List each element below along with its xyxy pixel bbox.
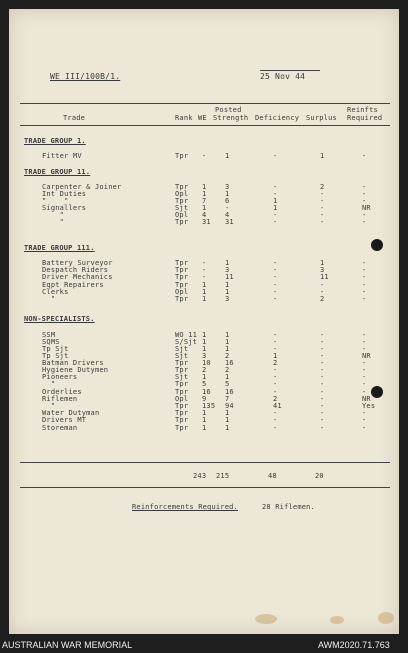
- cell-req: -: [362, 331, 367, 339]
- cell-req: -: [362, 366, 367, 374]
- document-date: 25 Nov 44: [260, 72, 306, 81]
- cell-rank: Tpr: [175, 380, 189, 388]
- col-deficiency-header: Deficiency: [255, 114, 300, 122]
- cell-rank: Sjt: [175, 345, 189, 353]
- cell-def: -: [273, 424, 278, 432]
- cell-we: 1: [202, 338, 207, 346]
- cell-req: -: [362, 183, 367, 191]
- trade-name: Despatch Riders: [42, 266, 109, 274]
- trade-name: " ": [42, 197, 69, 205]
- trade-name: Batman Drivers: [42, 359, 104, 367]
- cell-we: 1: [202, 281, 207, 289]
- col-rank-header: Rank: [175, 114, 193, 122]
- cell-we: 4: [202, 211, 207, 219]
- cell-rank: Tpr: [175, 273, 189, 281]
- cell-rank: Opl: [175, 190, 189, 198]
- cell-def: -: [273, 183, 278, 191]
- cell-sur: -: [320, 373, 325, 381]
- cell-def: -: [273, 266, 278, 274]
- cell-rank: Tpr: [175, 152, 189, 160]
- cell-req: -: [362, 416, 367, 424]
- trade-group-heading: TRADE GROUP 111.: [24, 244, 95, 252]
- cell-def: -: [273, 409, 278, 417]
- reinforcements-value: 28 Riflemen.: [262, 503, 315, 511]
- cell-req: -: [362, 409, 367, 417]
- cell-sur: -: [320, 380, 325, 388]
- trade-name: Tp Sjt: [42, 345, 69, 353]
- cell-we: 1: [202, 204, 207, 212]
- cell-str: 1: [225, 424, 230, 432]
- cell-we: 16: [202, 388, 211, 396]
- cell-def: -: [273, 345, 278, 353]
- trade-name: Drivers MT: [42, 416, 87, 424]
- cell-req: -: [362, 345, 367, 353]
- cell-def: -: [273, 218, 278, 226]
- cell-we: -: [202, 259, 207, 267]
- cell-req: -: [362, 266, 367, 274]
- cell-sur: 11: [320, 273, 329, 281]
- cell-req: -: [362, 388, 367, 396]
- total-we: 243: [193, 472, 207, 480]
- trade-name: Tp Sjt: [42, 352, 69, 360]
- cell-str: 1: [225, 416, 230, 424]
- cell-we: 1: [202, 288, 207, 296]
- cell-req: -: [362, 259, 367, 267]
- cell-req: -: [362, 373, 367, 381]
- cell-we: 1: [202, 183, 207, 191]
- cell-str: 31: [225, 218, 234, 226]
- cell-str: 11: [225, 273, 234, 281]
- col-trade-header: Trade: [63, 114, 86, 122]
- cell-req: NR: [362, 352, 371, 360]
- totals-bottom-rule: [20, 487, 390, 488]
- trade-name: Driver Mechanics: [42, 273, 113, 281]
- cell-we: 31: [202, 218, 211, 226]
- col-we-header: WE: [198, 114, 207, 122]
- cell-req: -: [362, 218, 367, 226]
- cell-we: 1: [202, 424, 207, 432]
- cell-req: -: [362, 359, 367, 367]
- cell-we: 3: [202, 352, 207, 360]
- cell-def: -: [273, 211, 278, 219]
- trade-group-heading: NON-SPECIALISTS.: [24, 315, 95, 323]
- cell-rank: Tpr: [175, 366, 189, 374]
- col-surplus-header: Surplus: [306, 114, 337, 122]
- cell-str: 1: [225, 345, 230, 353]
- cell-rank: Opl: [175, 395, 189, 403]
- cell-we: 1: [202, 345, 207, 353]
- cell-def: 1: [273, 197, 278, 205]
- cell-rank: Tpr: [175, 266, 189, 274]
- header-top-rule: [20, 103, 390, 104]
- cell-def: -: [273, 416, 278, 424]
- cell-we: -: [202, 266, 207, 274]
- cell-str: 1: [225, 190, 230, 198]
- cell-req: -: [362, 338, 367, 346]
- total-deficiency: 48: [268, 472, 277, 480]
- trade-name: Riflemen: [42, 395, 78, 403]
- cell-we: 1: [202, 295, 207, 303]
- cell-str: 3: [225, 266, 230, 274]
- cell-def: -: [273, 295, 278, 303]
- cell-def: 2: [273, 395, 278, 403]
- trade-name: Eqpt Repairers: [42, 281, 104, 289]
- cell-sur: -: [320, 402, 325, 410]
- cell-we: -: [202, 152, 207, 160]
- cell-str: 5: [225, 380, 230, 388]
- trade-group-heading: TRADE GROUP 1.: [24, 137, 86, 145]
- cell-rank: WO 11: [175, 331, 198, 339]
- cell-sur: -: [320, 190, 325, 198]
- cell-req: -: [362, 197, 367, 205]
- cell-sur: -: [320, 409, 325, 417]
- cell-we: 1: [202, 409, 207, 417]
- cell-sur: -: [320, 211, 325, 219]
- header-bottom-rule: [20, 125, 390, 126]
- cell-str: 2: [225, 352, 230, 360]
- footer-source: AUSTRALIAN WAR MEMORIAL: [2, 640, 133, 650]
- cell-sur: 1: [320, 152, 325, 160]
- trade-name: Orderlies: [42, 388, 82, 396]
- punch-hole: [371, 239, 383, 251]
- cell-sur: -: [320, 218, 325, 226]
- cell-rank: Sjt: [175, 373, 189, 381]
- trade-name: SSM: [42, 331, 56, 339]
- cell-def: -: [273, 190, 278, 198]
- cell-def: -: [273, 152, 278, 160]
- cell-rank: Sjt: [175, 204, 189, 212]
- cell-def: -: [273, 259, 278, 267]
- stain: [330, 616, 344, 624]
- cell-req: -: [362, 295, 367, 303]
- cell-str: 94: [225, 402, 234, 410]
- cell-sur: -: [320, 338, 325, 346]
- cell-str: 3: [225, 295, 230, 303]
- stain: [255, 614, 277, 624]
- trade-name: ": [42, 295, 56, 303]
- cell-we: 2: [202, 366, 207, 374]
- trade-name: ": [42, 402, 56, 410]
- cell-sur: -: [320, 359, 325, 367]
- total-surplus: 20: [315, 472, 324, 480]
- trade-name: Hygiene Dutymen: [42, 366, 109, 374]
- cell-str: 1: [225, 259, 230, 267]
- cell-req: -: [362, 380, 367, 388]
- cell-sur: -: [320, 388, 325, 396]
- cell-rank: Tpr: [175, 359, 189, 367]
- cell-we: 1: [202, 331, 207, 339]
- cell-str: 1: [225, 373, 230, 381]
- footer-accession: AWM2020.71.763: [318, 640, 390, 650]
- cell-rank: Tpr: [175, 218, 189, 226]
- cell-def: -: [273, 281, 278, 289]
- cell-def: 1: [273, 204, 278, 212]
- cell-req: NR: [362, 395, 371, 403]
- cell-def: -: [273, 288, 278, 296]
- cell-sur: 2: [320, 295, 325, 303]
- trade-name: Int Duties: [42, 190, 87, 198]
- cell-rank: Sjt: [175, 352, 189, 360]
- cell-str: 1: [225, 288, 230, 296]
- cell-sur: -: [320, 197, 325, 205]
- cell-sur: -: [320, 416, 325, 424]
- col-strength-header: Strength: [213, 114, 249, 122]
- cell-str: 1: [225, 409, 230, 417]
- cell-def: 2: [273, 359, 278, 367]
- cell-str: -: [225, 204, 230, 212]
- trade-name: ": [42, 380, 56, 388]
- cell-sur: -: [320, 281, 325, 289]
- cell-req: -: [362, 273, 367, 281]
- cell-we: 1: [202, 190, 207, 198]
- reinforcements-label: Reinforcements Required.: [132, 503, 238, 511]
- cell-def: -: [273, 331, 278, 339]
- cell-req: -: [362, 424, 367, 432]
- trade-group-heading: TRADE GROUP 11.: [24, 168, 91, 176]
- stain: [378, 612, 394, 624]
- cell-sur: 1: [320, 259, 325, 267]
- trade-name: Battery Surveyor: [42, 259, 113, 267]
- cell-str: 1: [225, 152, 230, 160]
- cell-rank: Tpr: [175, 402, 189, 410]
- cell-def: -: [273, 273, 278, 281]
- cell-rank: Opl: [175, 211, 189, 219]
- cell-rank: Tpr: [175, 183, 189, 191]
- cell-req: NR: [362, 204, 371, 212]
- trade-name: SQMS: [42, 338, 60, 346]
- cell-str: 6: [225, 197, 230, 205]
- cell-str: 7: [225, 395, 230, 403]
- cell-we: 10: [202, 359, 211, 367]
- cell-str: 16: [225, 388, 234, 396]
- cell-we: -: [202, 273, 207, 281]
- col-reinfts-label: Reinfts: [347, 106, 378, 114]
- date-rule: [260, 70, 320, 71]
- trade-name: Pioneers: [42, 373, 78, 381]
- cell-rank: Tpr: [175, 259, 189, 267]
- cell-def: -: [273, 373, 278, 381]
- cell-def: -: [273, 380, 278, 388]
- cell-sur: -: [320, 424, 325, 432]
- punch-hole: [371, 386, 383, 398]
- trade-name: Water Dutyman: [42, 409, 100, 417]
- cell-str: 2: [225, 366, 230, 374]
- cell-sur: 3: [320, 266, 325, 274]
- cell-def: 1: [273, 352, 278, 360]
- cell-rank: Tpr: [175, 295, 189, 303]
- cell-def: -: [273, 366, 278, 374]
- cell-def: 41: [273, 402, 282, 410]
- cell-req: -: [362, 281, 367, 289]
- cell-we: 135: [202, 402, 216, 410]
- cell-req: -: [362, 211, 367, 219]
- cell-req: -: [362, 190, 367, 198]
- cell-we: 9: [202, 395, 207, 403]
- cell-str: 4: [225, 211, 230, 219]
- cell-sur: -: [320, 395, 325, 403]
- cell-rank: Tpr: [175, 416, 189, 424]
- cell-sur: 2: [320, 183, 325, 191]
- cell-sur: -: [320, 352, 325, 360]
- col-posted-label: Posted: [215, 106, 242, 114]
- cell-str: 1: [225, 331, 230, 339]
- cell-sur: -: [320, 366, 325, 374]
- totals-top-rule: [20, 462, 390, 463]
- cell-sur: -: [320, 288, 325, 296]
- cell-we: 5: [202, 380, 207, 388]
- cell-rank: Tpr: [175, 424, 189, 432]
- trade-name: Storeman: [42, 424, 78, 432]
- cell-rank: Opl: [175, 288, 189, 296]
- cell-str: 3: [225, 183, 230, 191]
- cell-sur: -: [320, 345, 325, 353]
- cell-rank: Tpr: [175, 281, 189, 289]
- cell-req: -: [362, 288, 367, 296]
- total-strength: 215: [216, 472, 230, 480]
- trade-name: Fitter MV: [42, 152, 82, 160]
- trade-name: ": [42, 211, 65, 219]
- cell-str: 16: [225, 359, 234, 367]
- trade-name: Signallers: [42, 204, 87, 212]
- cell-def: -: [273, 388, 278, 396]
- cell-rank: S/Sjt: [175, 338, 198, 346]
- cell-rank: Tpr: [175, 388, 189, 396]
- document-reference: WE III/100B/1.: [50, 72, 121, 81]
- cell-we: 1: [202, 373, 207, 381]
- trade-name: ": [42, 218, 65, 226]
- cell-str: 1: [225, 281, 230, 289]
- cell-sur: -: [320, 331, 325, 339]
- trade-name: Carpenter & Joiner: [42, 183, 122, 191]
- cell-rank: Tpr: [175, 409, 189, 417]
- cell-sur: -: [320, 204, 325, 212]
- cell-we: 7: [202, 197, 207, 205]
- cell-req: -: [362, 152, 367, 160]
- cell-req: Yes: [362, 402, 376, 410]
- cell-rank: Tpr: [175, 197, 189, 205]
- trade-name: Clerks: [42, 288, 69, 296]
- cell-str: 1: [225, 338, 230, 346]
- cell-we: 1: [202, 416, 207, 424]
- cell-def: -: [273, 338, 278, 346]
- col-required-header: Required: [347, 114, 383, 122]
